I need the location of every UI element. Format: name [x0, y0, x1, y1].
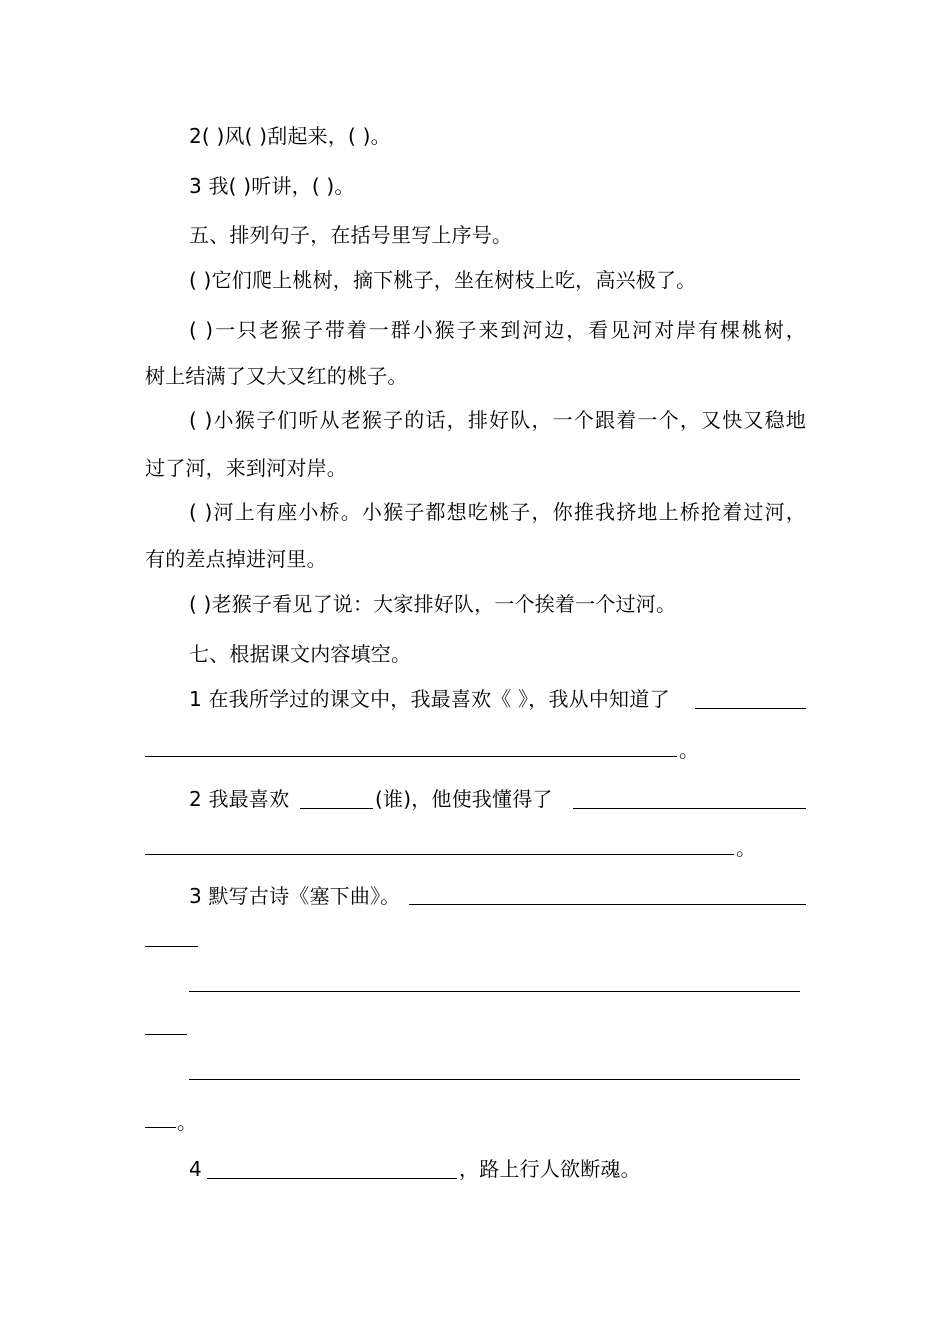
sentence-e: ( )老猴子看见了说：大家排好队，一个挨着一个过河。 — [189, 592, 677, 616]
q7-item-1-blank-a[interactable] — [695, 708, 806, 709]
sentence-b-line2: 树上结满了又大又红的桃子。 — [145, 364, 408, 388]
q7-item-3-period: 。 — [177, 1110, 198, 1134]
q7-item-2-blank-a[interactable] — [573, 808, 806, 809]
q7-item-2-part2: (谁)，他使我懂得了 — [375, 787, 553, 811]
section-5-heading: 五、排列句子，在括号里写上序号。 — [189, 223, 513, 247]
q7-item-4-number: 4 — [189, 1157, 202, 1181]
q7-item-3-blank-1a[interactable] — [409, 904, 806, 905]
q7-item-1-blank-b[interactable] — [145, 756, 677, 757]
q7-item-2-part1: 2 我最喜欢 — [189, 787, 290, 811]
sentence-c-line1: ( )小猴子们听从老猴子的话，排好队，一个跟着一个，又快又稳地 — [189, 408, 806, 432]
sentence-d-line2: 有的差点掉进河里。 — [145, 547, 327, 571]
q7-item-2-blank-who[interactable] — [300, 808, 373, 809]
section-7-heading: 七、根据课文内容填空。 — [189, 642, 412, 666]
sentence-d-line1: ( )河上有座小桥。小猴子都想吃桃子，你推我挤地上桥抢着过河， — [189, 500, 806, 524]
q7-item-3-blank-2a[interactable] — [189, 991, 800, 992]
q7-item-4-text: ，路上行人欲断魂。 — [459, 1157, 641, 1181]
q7-item-3-blank-3a[interactable] — [189, 1079, 800, 1080]
q7-item-2-period: 。 — [736, 836, 757, 860]
q7-item-1: 1 在我所学过的课文中，我最喜欢《 》，我从中知道了 — [189, 687, 670, 711]
q4-item-3: 3 我( )听讲，( )。 — [189, 174, 355, 198]
q7-item-3: 3 默写古诗《塞下曲》。 — [189, 884, 401, 908]
q7-item-3-blank-2b[interactable] — [145, 1034, 187, 1035]
q4-item-2: 2( )风( )刮起来，( )。 — [189, 124, 391, 148]
q7-item-1-period: 。 — [679, 738, 700, 762]
q7-item-4-blank[interactable] — [207, 1178, 457, 1179]
sentence-c-line2: 过了河，来到河对岸。 — [145, 456, 347, 480]
sentence-b-line1: ( )一只老猴子带着一群小猴子来到河边，看见河对岸有棵桃树， — [189, 318, 806, 342]
q7-item-3-blank-1b[interactable] — [145, 946, 198, 947]
sentence-a: ( )它们爬上桃树，摘下桃子，坐在树枝上吃，高兴极了。 — [189, 268, 697, 292]
q7-item-2-blank-b[interactable] — [145, 854, 734, 855]
q7-item-3-blank-3b[interactable] — [145, 1127, 176, 1128]
